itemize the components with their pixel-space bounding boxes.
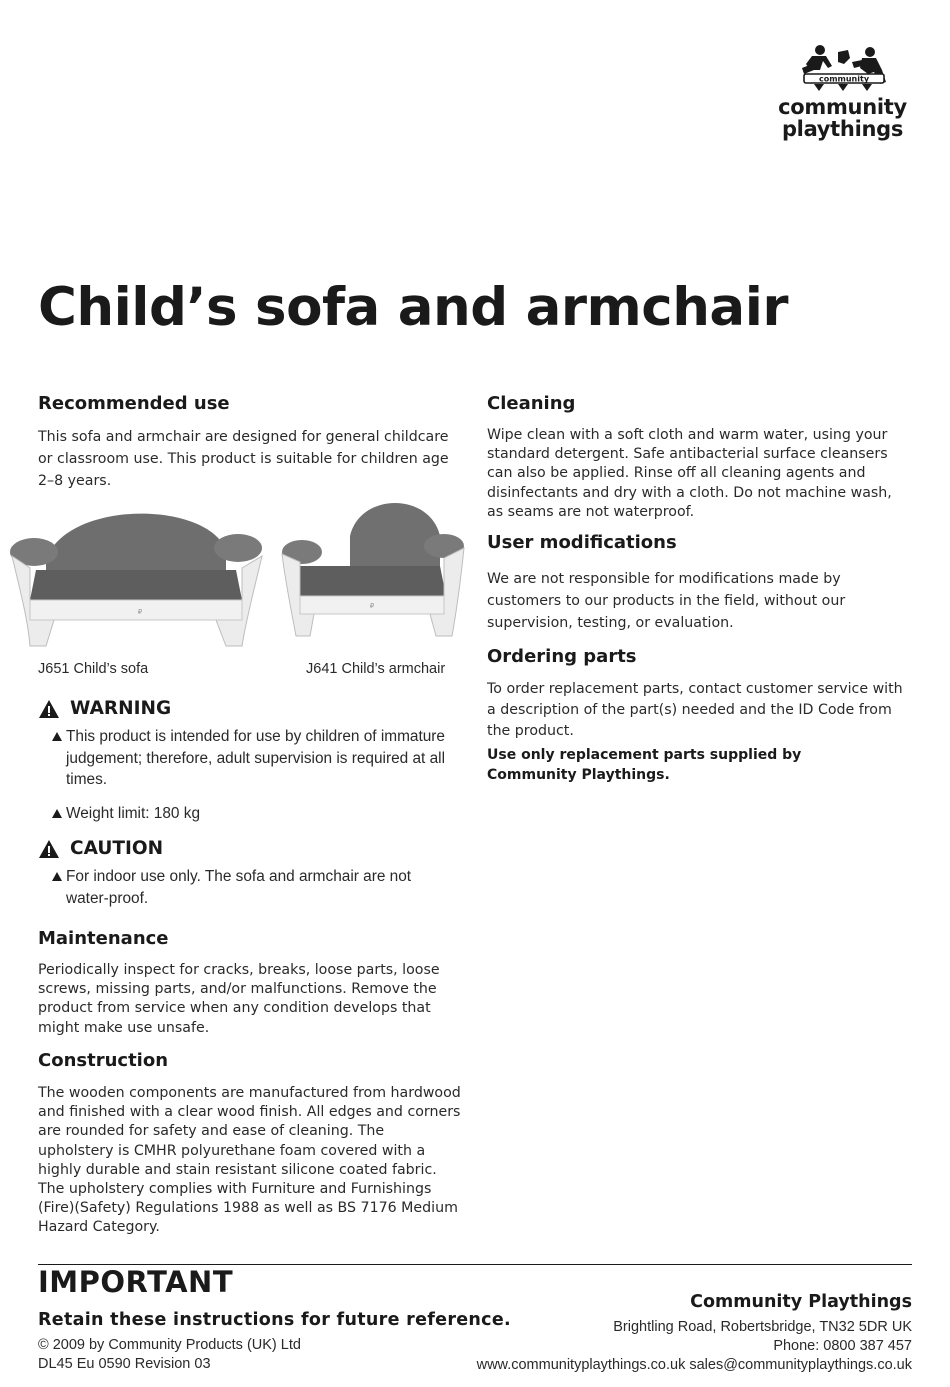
logo-figures-icon [798,44,888,92]
construction-heading: Construction [38,1050,169,1071]
ordering-parts-heading: Ordering parts [487,646,637,667]
warning-item-text: Weight limit: 180 kg [66,804,201,822]
company-phone: Phone: 0800 387 457 [773,1338,912,1354]
armchair-image [280,496,466,638]
warning-heading-text: WARNING [70,698,172,719]
logo-line-1: community [778,95,907,119]
caution-section [38,837,458,909]
copyright-text: © 2009 by Community Products (UK) Ltd [38,1337,301,1353]
maintenance-section [38,927,463,1038]
retain-instructions: Retain these instructions for future reference. [38,1310,511,1330]
maintenance-heading: Maintenance [38,928,169,949]
construction-section [38,1049,463,1238]
cleaning-text: Wipe clean with a soft cloth and warm water, using your standard detergent. Safe antibacterial surface cleansers can also be applied. Rinse off all cleaning agents and disinfectants and dry with a cloth. Do not machine wash, as seams are not waterproof. [487,427,892,520]
warning-heading [38,697,458,721]
user-modifications-text: We are not responsible for modifications made by customers to our products in the field, without our supervision, testing, or evaluation. [487,571,846,631]
document-code: DL45 Eu 0590 Revision 03 [38,1356,211,1372]
cleaning-section [487,392,912,522]
warning-item [38,726,458,791]
ordering-parts-section [487,645,912,785]
warning-item-text: This product is intended for use by children of immature judgement; therefore, adult supervision is required at all times. [66,728,445,788]
bullet-triangle-icon [52,809,62,818]
user-modifications-heading: User modifications [487,532,677,553]
company-name: Community Playthings [690,1292,912,1312]
svg-text:₽: ₽ [369,602,375,610]
ordering-parts-text: To order replacement parts, contact customer service with a description of the part(s) needed and the ID Code from the product. [487,681,903,739]
recommended-use-heading: Recommended use [38,393,230,414]
cleaning-heading: Cleaning [487,393,576,414]
warning-triangle-icon [38,699,60,719]
page-title: Child’s sofa and armchair [38,277,788,338]
sofa-image [6,500,266,650]
construction-text: The wooden components are manufactured from hardwood and finished with a clear wood finish. All edges and corners are rounded for safety and ease of cleaning. The upholstery is CMHR polyurethane foam covered with a highly durable and stain resistant silicone coated fabric. The upholstery complies with Furniture and Furnishings (Fire)(Safety) Regulations 1988 as well as BS 7176 Medium Hazard Category. [38,1085,461,1236]
caution-heading-text: CAUTION [70,838,164,859]
warning-item [38,803,458,825]
recommended-use-section [38,392,463,492]
caution-item-text: For indoor use only. The sofa and armchair are not water-proof. [66,868,412,907]
logo-line-2: playthings [781,117,904,141]
recommended-use-text: This sofa and armchair are designed for general childcare or classroom use. This product is suitable for children age 2–8 years. [38,429,449,489]
warning-section [38,697,458,824]
bullet-triangle-icon [52,732,62,741]
bullet-triangle-icon [52,872,62,881]
sofa-caption: J651 Child’s sofa [38,661,149,677]
ordering-parts-note: Use only replacement parts supplied by Community Playthings. [487,747,802,783]
important-heading: IMPORTANT [38,1265,234,1299]
company-logo [770,44,915,154]
user-modifications-section [487,531,912,634]
company-address: Brightling Road, Robertsbridge, TN32 5DR UK [613,1319,912,1335]
maintenance-text: Periodically inspect for cracks, breaks, loose parts, loose screws, missing parts, and/or malfunctions. Remove the product from service when any condition develops that might make use unsafe. [38,962,440,1036]
caution-triangle-icon [38,839,60,859]
logo-wordmark [770,96,915,140]
caution-item [38,866,458,909]
caution-heading [38,837,458,861]
company-web-email: www.communityplaythings.co.uk sales@communityplaythings.co.uk [476,1357,912,1373]
svg-text:₽: ₽ [137,608,143,616]
armchair-caption: J641 Child’s armchair [306,661,446,677]
logo-badge-text: community [818,74,870,84]
